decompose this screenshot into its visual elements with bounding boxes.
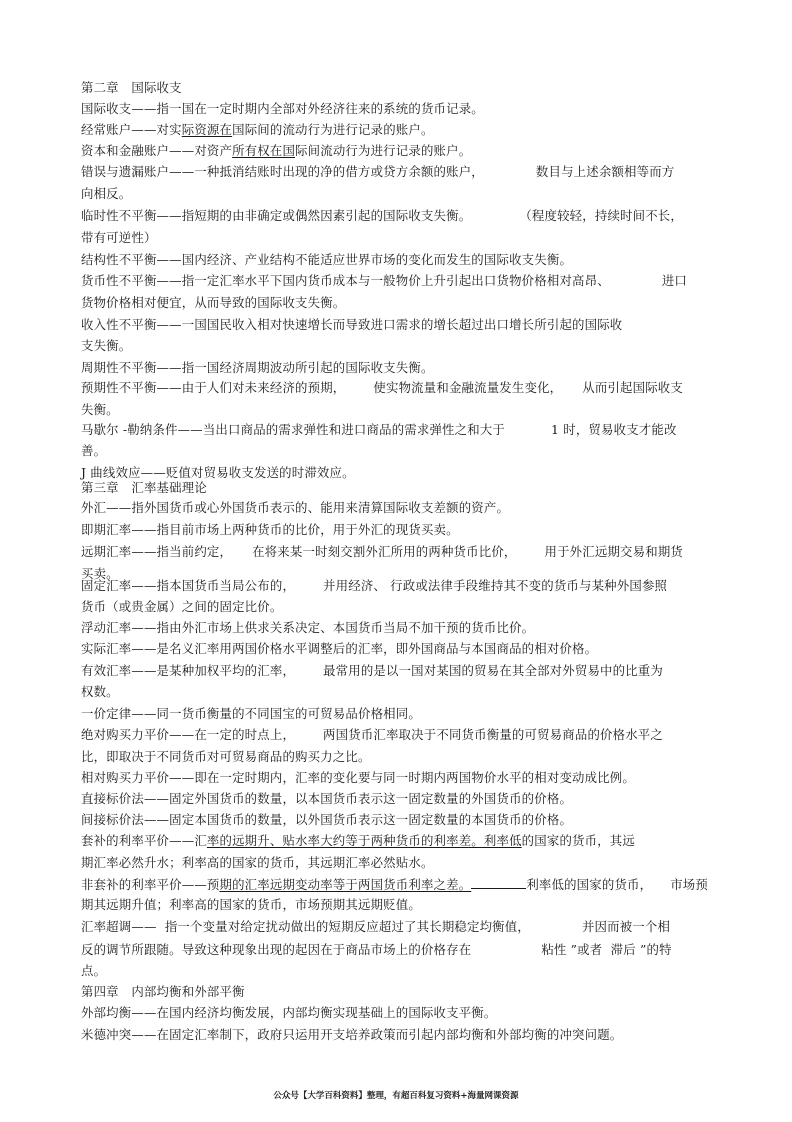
text: 固定汇率——指本国货币当局公布的，: [81, 578, 296, 593]
definition-line: 即期汇率——指目前市场上两种货币的比价，用于外汇的现货买卖。: [81, 522, 459, 537]
text: 预期性不平衡——由于人们对未来经济的预期，: [81, 380, 346, 395]
definition-line: 直接标价法——固定外国货币的数量，以本国货币表示这一固定数量的外国货币的价格。: [81, 791, 573, 806]
text: 数目与上述余额相等而方: [535, 164, 675, 179]
text: 两国货币汇率取决于不同货币衡量的可贸易商品的价格水平之: [323, 727, 663, 742]
text: 绝对购买力平价——在一定的时点上，: [81, 727, 296, 742]
text: 市场预: [670, 877, 708, 892]
definition-line: [81, 422, 677, 438]
definition-line: [81, 919, 670, 935]
definition-line: 失衡。: [81, 402, 119, 417]
definition-line: 间接标价法——固定本国货币的数量，以外国货币表示这一固定数量的本国货币的价格。: [81, 812, 573, 827]
text: 最常用的是以一国对某国的贸易在其全部对外贸易中的比重为: [323, 663, 663, 678]
definition-line: 外汇——指外国货币或心外国货币表示的、能用来清算国际收支差额的资产。: [81, 500, 510, 515]
definition-line: [81, 122, 434, 138]
text: 粘性 ”或者 滞后 ”的特: [541, 942, 672, 957]
text: 进口: [661, 273, 687, 288]
definition-line: J 曲线效应——贬值对贸易收支发送的时滞效应。: [81, 465, 355, 480]
definition-line: [81, 273, 687, 289]
text: 有效汇率——是某种加权平均的汇率，: [81, 663, 296, 678]
chapter-heading: 第二章 国际收支: [81, 80, 182, 95]
definition-line: 向相反。: [81, 186, 132, 201]
definition-line: 买卖。: [81, 566, 119, 581]
text: 利率低的国家的货币，: [526, 877, 653, 892]
definition-line: 货币（或贵金属）之间的固定比价。: [81, 599, 283, 614]
text: 际间流动行为进行记录的账户。: [295, 143, 472, 158]
definition-line: 善。: [81, 443, 107, 458]
definition-line: 外部均衡——在国内经济均衡发展，内部均衡实现基础上的国际收支平衡。: [81, 1005, 497, 1020]
text: 汇率超调—— 指一个变量对给定扰动做出的短期反应超过了其长期稳定均衡值，: [81, 919, 530, 934]
text: 用于外汇远期交易和期货: [544, 544, 683, 559]
text: 从而引起国际收支: [582, 380, 683, 395]
definition-line: 米德冲突——在固定汇率制下，政府只运用开支培养政策而引起内部均衡和外部均衡的冲突问题。: [81, 1027, 623, 1042]
definition-line: 点。: [81, 963, 107, 978]
text: （程度较轻，持续时间不长，: [519, 208, 683, 223]
underlined-text: 期的汇率远期变动率等于两国货币利率之差。: [219, 877, 472, 892]
definition-line: 结构性不平衡——国内经济、产业结构不能适应世界市场的变化而发生的国际收支失衡。: [81, 252, 573, 267]
definition-line: [81, 380, 683, 396]
definition-line: [81, 143, 471, 159]
text: 货币性不平衡——指一定汇率水平下国内货币成本与一般物价上升引起出口货物价格相对高昂、: [81, 273, 610, 288]
text: 套补的利率平价——汇: [81, 833, 207, 848]
text: 非套补的利率平价——预: [81, 877, 220, 892]
definition-line: 期其远期升值；利率高的国家的货币，市场预期其远期贬值。: [81, 897, 421, 912]
text: 并因而被一个相: [581, 919, 671, 934]
text: 使实物流量和金融流量发生变化，: [373, 380, 563, 395]
definition-line: 权数。: [81, 684, 119, 699]
text: 经常账户——对实: [81, 122, 182, 137]
definition-line: [81, 164, 674, 180]
text: 在将来某一时刻交割外汇所用的两种货币比价，: [252, 544, 517, 559]
definition-line: 支失衡。: [81, 338, 132, 353]
text: 反的调节所跟随。导致这种现象出现的起因在于商品市场上的价格存在: [81, 942, 472, 957]
definition-line: 货物价格相对便宜，从而导致的国际收支失衡。: [81, 295, 346, 310]
chapter-heading: 第三章 汇率基础理论: [81, 480, 207, 495]
definition-line: 浮动汇率——指由外汇市场上供求关系决定、本国货币当局不加干预的货币比价。: [81, 620, 535, 635]
definition-line: 一价定律——同一货币衡量的不同国宝的可贸易品价格相同。: [81, 706, 421, 721]
text: 的国家的货币，其远: [521, 833, 635, 848]
definition-line: 实际汇率——是名义汇率用两国价格水平调整后的汇率，即外国商品与本国商品的相对价格。: [81, 641, 598, 656]
definition-line: 相对购买力平价——即在一定时期内，汇率的变化要与同一时期内两国物价水平的相对变动成比例。: [81, 770, 635, 785]
definition-line: 周期性不平衡——指一国经济周期波动所引起的国际收支失衡。: [81, 360, 434, 375]
text: 国际间的流动行为进行记录的账户。: [232, 122, 434, 137]
underlined-text: 际资源在: [181, 122, 233, 137]
text: 1 时，贸易收支才能改: [551, 422, 677, 437]
definition-line: [81, 208, 683, 224]
definition-line: 国际收支——指一国在一定时期内全部对外经济往来的系统的货币记录。: [81, 101, 484, 116]
definition-line: [81, 727, 663, 743]
chapter-heading: 第四章 内部均衡和外部平衡: [81, 984, 245, 999]
definition-line: [81, 544, 683, 560]
text: 远期汇率——指当前约定，: [81, 544, 233, 559]
definition-line: [81, 876, 708, 893]
page-footer: 公众号【大学百科资料】整理，有超百科复习资料+海量网课资源: [273, 1091, 519, 1101]
underlined-text: 率的远期升、贴水率大约等于两种货币的利率差。利率低: [206, 833, 522, 848]
underline-blank: [471, 876, 526, 889]
definition-line: [81, 663, 663, 679]
text: 马歇尔 -勒纳条件——当出口商品的需求弹性和进口商品的需求弹性之和大于: [81, 422, 506, 437]
definition-line: [81, 578, 667, 594]
underlined-text: 所有权在国: [232, 143, 296, 158]
definition-line: [81, 833, 635, 849]
definition-line: 比，即取决于不同货币对可贸易商品的购买力之比。: [81, 749, 371, 764]
text: 临时性不平衡——指短期的由非确定或偶然因素引起的国际收支失衡。: [81, 208, 472, 223]
definition-line: [81, 942, 672, 958]
definition-line: 收入性不平衡——一国国民收入相对快速增长而导致进口需求的增长超过出口增长所引起的国际收: [81, 317, 623, 332]
text: 并用经济、 行政或法律手段维持其不变的货币与某种外国参照: [323, 578, 668, 593]
definition-line: 带有可逆性）: [81, 230, 157, 245]
definition-line: 期汇率必然升水；利率高的国家的货币，其远期汇率必然贴水。: [81, 855, 434, 870]
text: 资本和金融账户——对资产: [81, 143, 233, 158]
text: 错误与遗漏账户——一种抵消结账时出现的净的借方或贷方余额的账户，: [81, 164, 484, 179]
